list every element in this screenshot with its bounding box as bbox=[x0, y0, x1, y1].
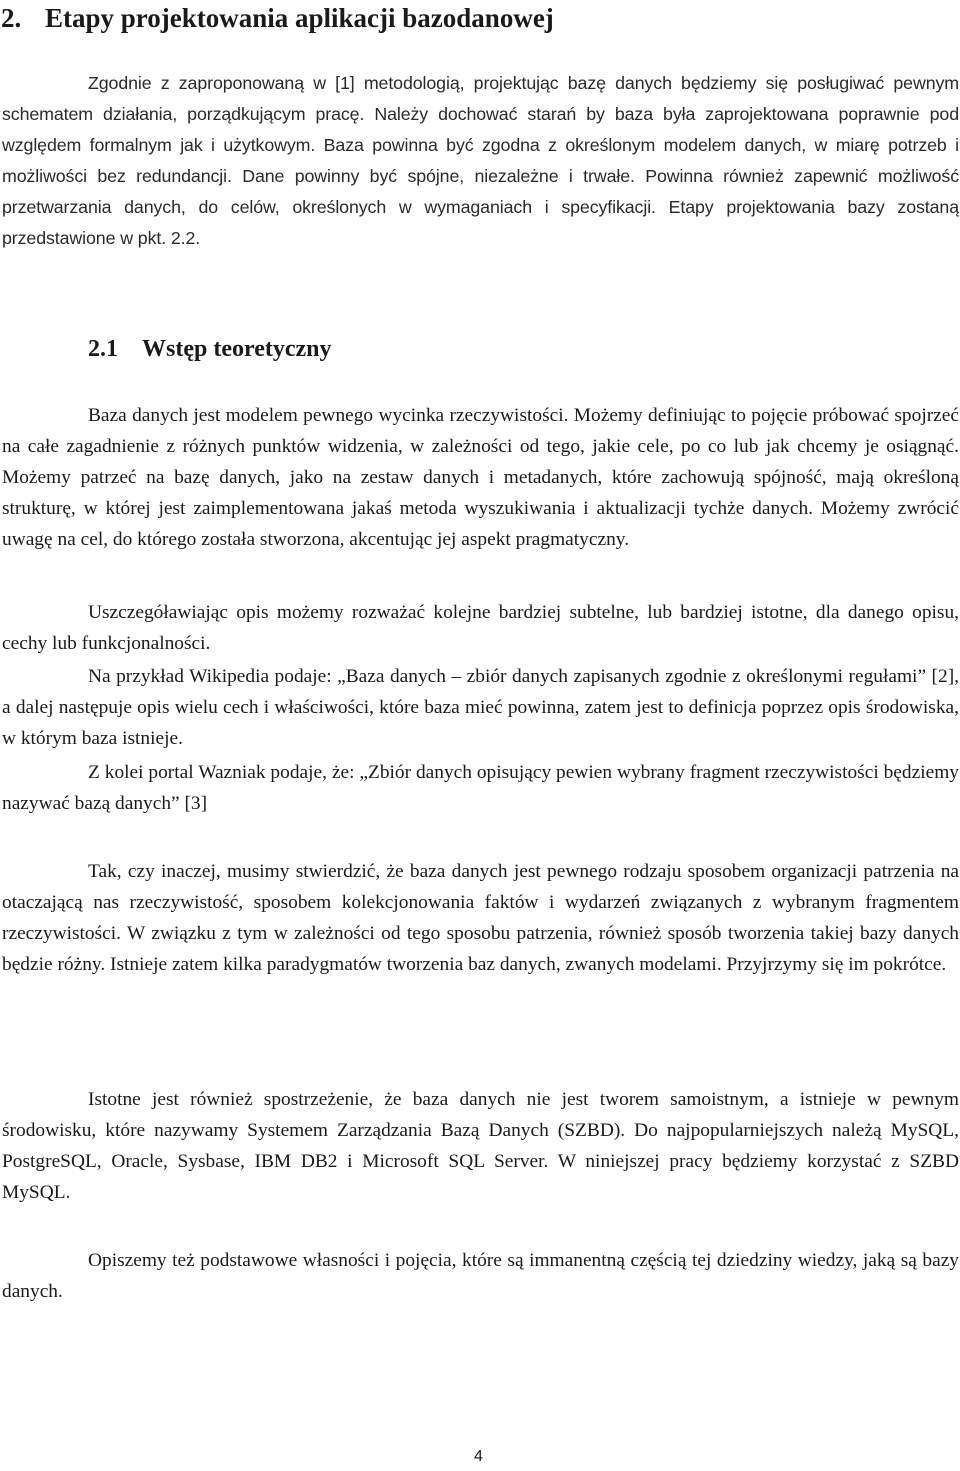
paragraph-models: Tak, czy inaczej, musimy stwierdzić, że baza danych jest pewnego rodzaju sposobem organizacji patrzenia na otaczającą nas rzeczywistość, sposobem kolekcjonowania faktów i wydarzeń związanych z wybranym fragmentem rzeczywistości. W związku z tym w zależności od tego sposobu patrzenia, również sposób tworzenia takiej bazy danych będzie różny. Istnieje zatem kilka paradygmatów tworzenia baz danych, zwanych modelami. Przyjrzymy się im pokrótce. bbox=[2, 861, 959, 975]
intro-paragraph: Zgodnie z zaproponowaną w [1] metodologią, projektując bazę danych będziemy się posługiwać pewnym schematem działania, porządkującym pracę. Należy dochować starań by baza była zaprojektowana poprawnie pod względem formalnym jak i użytkowym. Baza powinna być zgodna z określonym modelem danych, w miarę potrzeb i możliwości bez redundancji. Dane powinny być spójne, niezależne i trwałe. Powinna również zapewnić możliwość przetwarzania danych, do celów, określonych w wymaganiach i specyfikacji. Etapy projektowania bazy zostaną przedstawione w pkt. 2.2. bbox=[2, 73, 959, 248]
section-number: 2.1 bbox=[88, 336, 118, 362]
chapter-title: Etapy projektowania aplikacji bazodanowej bbox=[45, 3, 554, 33]
section-title: Wstęp teoretyczny bbox=[142, 336, 332, 362]
paragraph-definition: Baza danych jest modelem pewnego wycinka rzeczywistości. Możemy definiując to pojęcie próbować spojrzeć na całe zagadnienie z różnych punktów widzenia, w zależności od tego, jakie cele, po co lub jak chcemy je osiągnąć. Możemy patrzeć na bazę danych, jako na zestaw danych i metadanych, które zachowują spójność, mają określoną strukturę, w której jest zaimplementowana jakaś metoda wyszukiwania i aktualizacji tychże danych. Możemy zwrócić uwagę na cel, do którego została stworzona, akcentując jej aspekt pragmatyczny. bbox=[2, 405, 959, 550]
paragraph-wikipedia: Na przykład Wikipedia podaje: „Baza danych – zbiór danych zapisanych zgodnie z określonymi regułami” [2], a dalej następuje opis wielu cech i właściwości, które baza mieć powinna, zatem jest to definicja poprzez opis środowiska, w którym baza istnieje. bbox=[2, 666, 959, 749]
page-number: 4 bbox=[474, 1448, 483, 1465]
paragraph-szbd: Istotne jest również spostrzeżenie, że baza danych nie jest tworem samoistnym, a istnieje w pewnym środowisku, które nazywamy Systemem Zarządzania Bazą Danych (SZBD). Do najpopularniejszych należą MySQL, PostgreSQL, Oracle, Sysbase, IBM DB2 i Microsoft SQL Server. W niniejszej pracy będziemy korzystać z SZBD MySQL. bbox=[2, 1089, 959, 1203]
section-heading bbox=[88, 332, 332, 366]
paragraph-details: Uszczegóławiając opis możemy rozważać kolejne bardziej subtelne, lub bardziej istotne, dla danego opisu, cechy lub funkcjonalności. bbox=[2, 602, 959, 654]
paragraph-wazniak: Z kolei portal Wazniak podaje, że: „Zbiór danych opisujący pewien wybrany fragment rzeczywistości będziemy nazywać bazą danych” [3] bbox=[2, 762, 959, 814]
chapter-heading bbox=[1, 1, 554, 35]
paragraph-closing: Opiszemy też podstawowe własności i pojęcia, które są immanentną częścią tej dziedziny wiedzy, jaką są bazy danych. bbox=[2, 1250, 959, 1302]
chapter-number: 2. bbox=[1, 3, 22, 33]
